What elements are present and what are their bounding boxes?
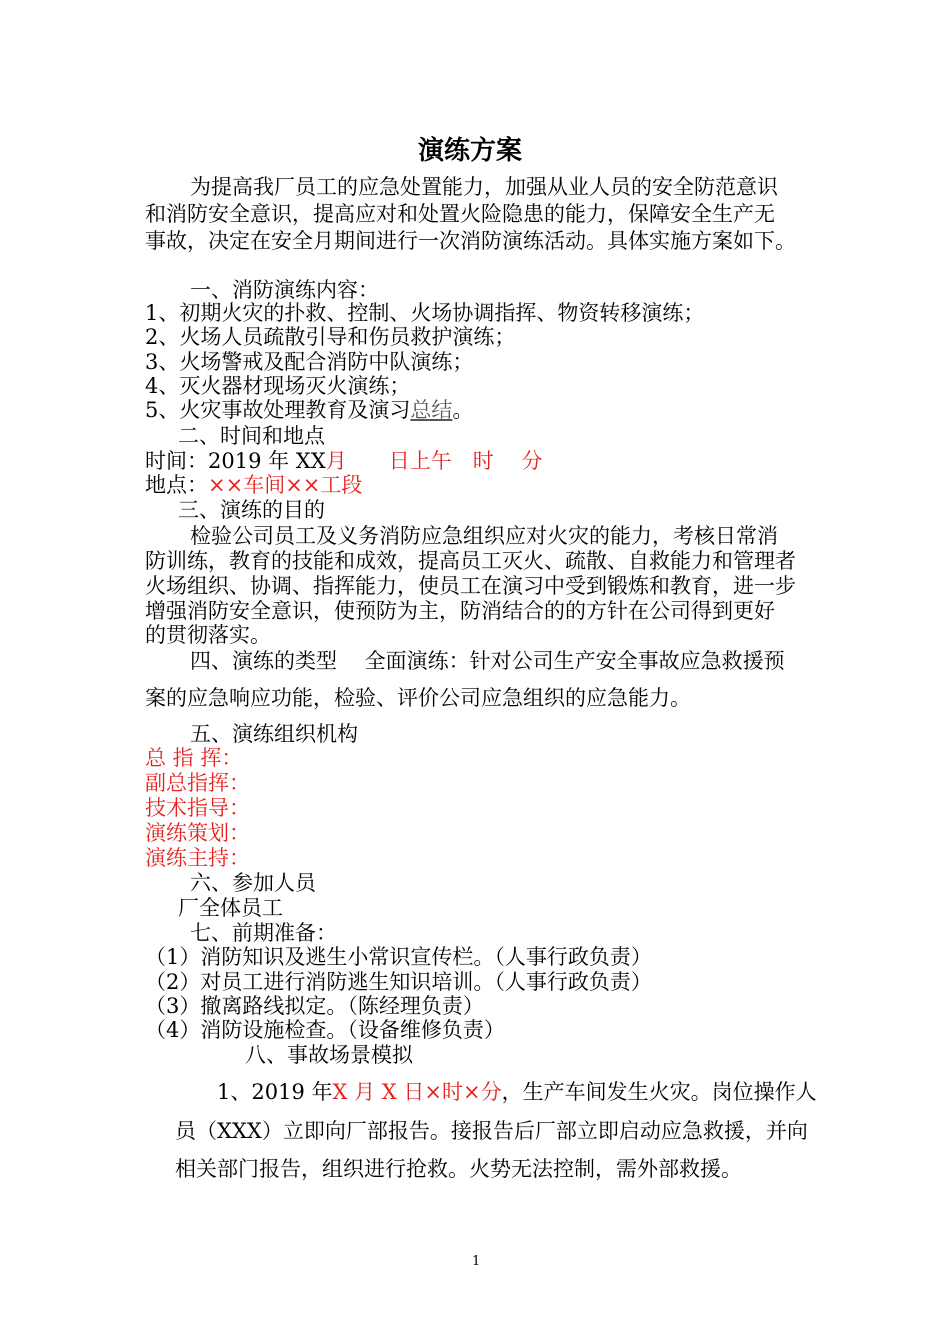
place-line: [145, 473, 362, 497]
section-8-heading: 八、事故场景模拟: [245, 1043, 413, 1067]
section-3-line-1: 检验公司员工及义务消防应急组织应对火灾的能力，考核日常消: [190, 524, 778, 548]
section-6-heading: 六、参加人员: [190, 871, 316, 895]
summary-link[interactable]: 总结: [410, 398, 453, 422]
section-7-heading: 七、前期准备：: [190, 921, 337, 945]
section-7-item-4: （4）消防设施检查。（设备维修负责）: [145, 1018, 505, 1042]
section-6-content: 厂全体员工: [178, 896, 283, 920]
role-technical-guide: 技术指导：: [145, 796, 250, 820]
section-8-line-3: 相关部门报告，组织进行抢救。火势无法控制，需外部救援。: [175, 1157, 742, 1181]
time-placeholder: 月 日上午 时 分: [325, 449, 543, 473]
section-2-heading: 二、时间和地点: [178, 424, 325, 448]
section-7-item-2: （2）对员工进行消防逃生知识培训。（人事行政负责）: [145, 970, 652, 994]
section-8-line-2: 员（XXX）立即向厂部报告。接报告后厂部立即启动应急救援，并向: [175, 1119, 808, 1143]
time-line: [145, 449, 542, 473]
item-5-end: 。: [452, 398, 474, 422]
section-3-line-5: 的贯彻落实。: [145, 623, 271, 647]
section-1-item-3: 3、火场警戒及配合消防中队演练；: [145, 350, 474, 374]
intro-line-3: 事故，决定在安全月期间进行一次消防演练活动。具体实施方案如下。: [145, 229, 796, 253]
section-3-line-2: 防训练，教育的技能和成效，提高员工灭火、疏散、自救能力和管理者: [145, 549, 796, 573]
time-label: 时间：2019 年 XX: [145, 449, 326, 473]
section-5-heading: 五、演练组织机构: [190, 722, 358, 746]
role-deputy-commander: 副总指挥：: [145, 771, 250, 795]
page-title: 演练方案: [418, 136, 523, 166]
section-4-line-1: 四、演练的类型 全面演练：针对公司生产安全事故应急救援预: [190, 649, 785, 673]
section-3-line-4: 增强消防安全意识，使预防为主，防消结合的的方针在公司得到更好: [145, 599, 775, 623]
section-1-heading: 一、消防演练内容：: [190, 278, 379, 302]
section-1-item-5: [145, 398, 473, 422]
intro-line-1: 为提高我厂员工的应急处置能力，加强从业人员的安全防范意识: [190, 175, 778, 199]
item-5-text: 5、火灾事故处理教育及演习: [145, 398, 411, 422]
scenario-text: ，生产车间发生火灾。岗位操作人: [501, 1080, 817, 1104]
section-8-line-1: [217, 1080, 817, 1104]
section-1-item-1: 1、初期火灾的扑救、控制、火场协调指挥、物资转移演练；: [145, 301, 705, 325]
scenario-datetime: X 月 X 日×时×分: [332, 1080, 502, 1104]
section-4-line-2: 案的应急响应功能，检验、评价公司应急组织的应急能力。: [145, 686, 691, 710]
section-1-item-4: 4、灭火器材现场灭火演练；: [145, 374, 411, 398]
section-3-heading: 三、演练的目的: [178, 498, 325, 522]
intro-line-2: 和消防安全意识，提高应对和处置火险隐患的能力，保障安全生产无: [145, 202, 775, 226]
scenario-year: 1、2019 年: [217, 1080, 333, 1104]
page-number: 1: [472, 1254, 481, 1269]
place-placeholder: ××车间××工段: [208, 473, 363, 497]
section-7-item-3: （3）撤离路线拟定。（陈经理负责）: [145, 994, 484, 1018]
place-label: 地点：: [145, 473, 208, 497]
section-7-item-1: （1）消防知识及逃生小常识宣传栏。（人事行政负责）: [145, 945, 652, 969]
role-host: 演练主持：: [145, 846, 250, 870]
role-planner: 演练策划：: [145, 821, 250, 845]
section-1-item-2: 2、火场人员疏散引导和伤员救护演练；: [145, 325, 516, 349]
section-3-line-3: 火场组织、协调、指挥能力，使员工在演习中受到锻炼和教育，进一步: [145, 574, 796, 598]
role-commander: 总 指 挥：: [145, 746, 243, 770]
